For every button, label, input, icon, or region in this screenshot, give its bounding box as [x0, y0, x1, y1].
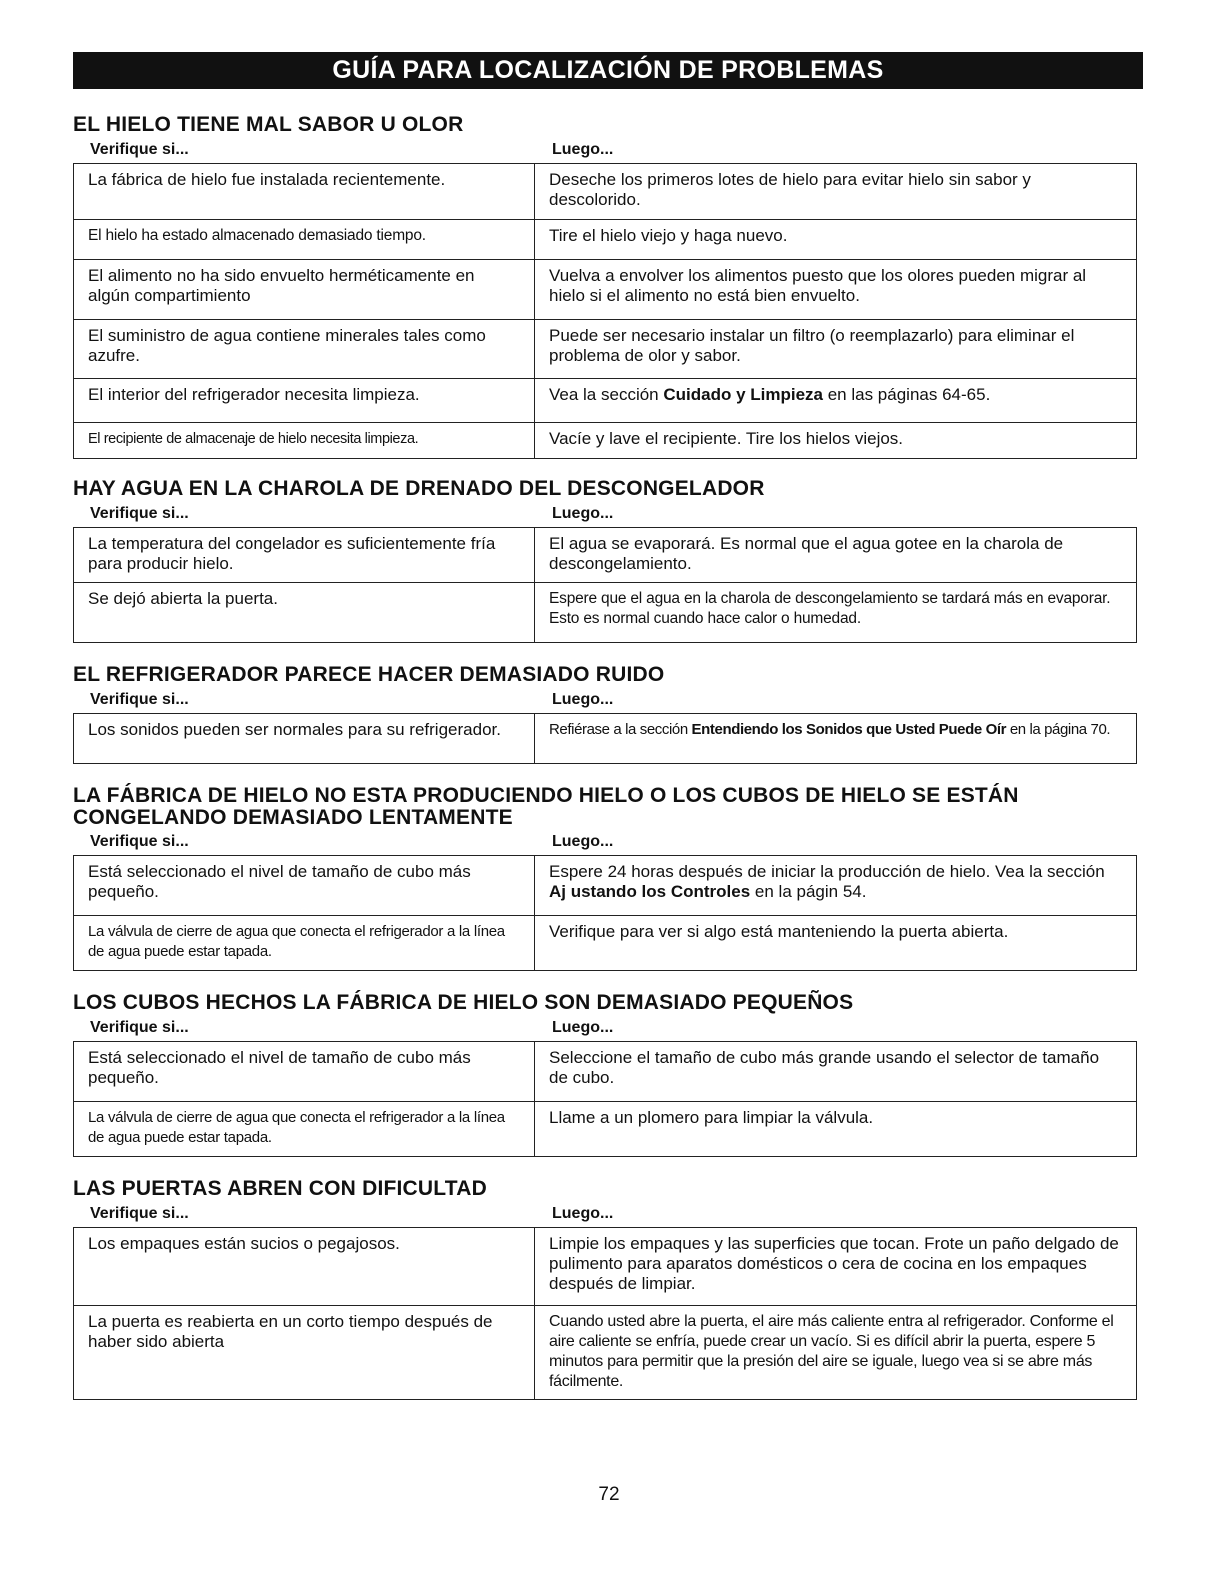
troubleshoot-table: [73, 855, 1137, 971]
troubleshoot-table: [73, 1227, 1137, 1400]
reference-bold: Entendiendo los Sonidos que Usted Puede Oír: [691, 721, 1007, 738]
section-cubes-too-small: [73, 992, 1143, 1157]
then-text: en la págin 54.: [750, 882, 867, 901]
section-title: LOS CUBOS HECHOS LA FÁBRICA DE HIELO SON DEMASIADO PEQUEÑOS: [73, 991, 854, 1014]
section-title: HAY AGUA EN LA CHAROLA DE DRENADO DEL DESCONGELADOR: [73, 477, 765, 500]
section-ice-bad-taste: [73, 114, 1143, 459]
section-doors-hard-to-open: [73, 1178, 1143, 1400]
then-cell: El agua se evaporará. Es normal que el agua gotee en la charola de descongelamiento.: [535, 528, 1137, 583]
table-row: [74, 220, 1137, 260]
section-title: LAS PUERTAS ABREN CON DIFICULTAD: [73, 1177, 487, 1200]
then-cell: Vuelva a envolver los alimentos puesto que los olores pueden migrar al hielo si el alimento no está bien envuelto.: [535, 260, 1137, 320]
then-cell: Limpie los empaques y las superficies que tocan. Frote un paño delgado de pulimento para aparatos domésticos o cera de cocina en los empaques después de limpiar.: [535, 1228, 1137, 1306]
check-cell: La fábrica de hielo fue instalada recientemente.: [74, 164, 535, 220]
table-row: [74, 423, 1137, 459]
check-cell: Los sonidos pueden ser normales para su refrigerador.: [74, 714, 535, 764]
check-cell: La temperatura del congelador es suficientemente fría para producir hielo.: [74, 528, 535, 583]
check-cell: Se dejó abierta la puerta.: [74, 583, 535, 643]
table-row: [74, 260, 1137, 320]
section-noise: [73, 664, 1143, 764]
table-row: [74, 379, 1137, 423]
column-headers: [73, 135, 1143, 163]
reference-bold: Aj ustando los Controles: [549, 882, 751, 901]
then-cell: [535, 856, 1137, 916]
check-cell: El alimento no ha sido envuelto herméticamente en algún compartimiento: [74, 260, 535, 320]
table-row: [74, 164, 1137, 220]
check-cell: El hielo ha estado almacenado demasiado tiempo.: [74, 220, 535, 260]
then-text: Refiérase a la sección: [549, 721, 692, 738]
then-cell: Cuando usted abre la puerta, el aire más caliente entra al refrigerador. Conforme el aire caliente se enfría, puede crear un vacío. Si es difícil abrir la puerta, espere 5 minutos para permitir que la presión del aire se iguale, luego vea si se abre más fácilmente.: [535, 1306, 1137, 1400]
header-then: Luego...: [552, 141, 614, 158]
header-then: Luego...: [552, 1205, 614, 1222]
header-check: Verifique si...: [90, 691, 189, 708]
troubleshoot-table: [73, 527, 1137, 643]
then-text: en las páginas 64-65.: [823, 385, 991, 404]
then-text: Espere 24 horas después de iniciar la producción de hielo. Vea la sección: [549, 862, 1105, 881]
page-number: 72: [598, 1484, 620, 1505]
column-headers: [73, 685, 1143, 713]
header-then: Luego...: [552, 505, 614, 522]
then-cell: [535, 714, 1137, 764]
then-cell: Tire el hielo viejo y haga nuevo.: [535, 220, 1137, 260]
troubleshoot-table: [73, 713, 1137, 764]
header-check: Verifique si...: [90, 505, 189, 522]
check-cell: La válvula de cierre de agua que conecta el refrigerador a la línea de agua puede estar tapada.: [74, 1102, 535, 1157]
table-row: [74, 583, 1137, 643]
column-headers: [73, 1199, 1143, 1227]
reference-bold: Cuidado y Limpieza: [663, 385, 823, 404]
then-cell: Seleccione el tamaño de cubo más grande usando el selector de tamaño de cubo.: [535, 1042, 1137, 1102]
page-banner: GUÍA PARA LOCALIZACIÓN DE PROBLEMAS: [73, 52, 1143, 89]
check-cell: Los empaques están sucios o pegajosos.: [74, 1228, 535, 1306]
then-text: Vea la sección: [549, 385, 664, 404]
then-text: en la página 70.: [1006, 721, 1111, 738]
table-row: [74, 856, 1137, 916]
then-cell: Deseche los primeros lotes de hielo para evitar hielo sin sabor y descolorido.: [535, 164, 1137, 220]
then-cell: Espere que el agua en la charola de descongelamiento se tardará más en evaporar. Esto es normal cuando hace calor o humedad.: [535, 583, 1137, 643]
then-cell: Verifique para ver si algo está manteniendo la puerta abierta.: [535, 916, 1137, 971]
header-check: Verifique si...: [90, 1205, 189, 1222]
header-then: Luego...: [552, 1019, 614, 1036]
troubleshoot-table: [73, 1041, 1137, 1157]
page: [73, 52, 1143, 1400]
section-drain-pan-water: [73, 478, 1143, 643]
section-icemaker-not-producing: [73, 785, 1143, 971]
header-check: Verifique si...: [90, 833, 189, 850]
then-cell: Puede ser necesario instalar un filtro (o reemplazarlo) para eliminar el problema de olor y sabor.: [535, 320, 1137, 379]
column-headers: [73, 1013, 1143, 1041]
check-cell: La puerta es reabierta en un corto tiempo después de haber sido abierta: [74, 1306, 535, 1400]
table-row: [74, 528, 1137, 583]
header-check: Verifique si...: [90, 1019, 189, 1036]
table-row: [74, 1042, 1137, 1102]
then-cell: Vacíe y lave el recipiente. Tire los hielos viejos.: [535, 423, 1137, 459]
check-cell: Está seleccionado el nivel de tamaño de cubo más pequeño.: [74, 1042, 535, 1102]
table-row: [74, 1306, 1137, 1400]
check-cell: El recipiente de almacenaje de hielo necesita limpieza.: [74, 423, 535, 459]
column-headers: [73, 499, 1143, 527]
table-row: [74, 1228, 1137, 1306]
section-title: LA FÁBRICA DE HIELO NO ESTA PRODUCIENDO HIELO O LOS CUBOS DE HIELO SE ESTÁN CONGELANDO DEMASIADO LENTAMENTE: [73, 784, 1019, 829]
header-then: Luego...: [552, 691, 614, 708]
section-title: EL HIELO TIENE MAL SABOR U OLOR: [73, 113, 464, 136]
then-cell: Llame a un plomero para limpiar la válvula.: [535, 1102, 1137, 1157]
table-row: [74, 714, 1137, 764]
then-cell: [535, 379, 1137, 423]
table-row: [74, 916, 1137, 971]
check-cell: El interior del refrigerador necesita limpieza.: [74, 379, 535, 423]
check-cell: Está seleccionado el nivel de tamaño de cubo más pequeño.: [74, 856, 535, 916]
header-check: Verifique si...: [90, 141, 189, 158]
check-cell: El suministro de agua contiene minerales tales como azufre.: [74, 320, 535, 379]
table-row: [74, 320, 1137, 379]
table-row: [74, 1102, 1137, 1157]
column-headers: [73, 829, 1143, 855]
check-cell: La válvula de cierre de agua que conecta el refrigerador a la línea de agua puede estar tapada.: [74, 916, 535, 971]
header-then: Luego...: [552, 833, 614, 850]
troubleshoot-table: [73, 163, 1137, 459]
section-title: EL REFRIGERADOR PARECE HACER DEMASIADO RUIDO: [73, 663, 665, 686]
